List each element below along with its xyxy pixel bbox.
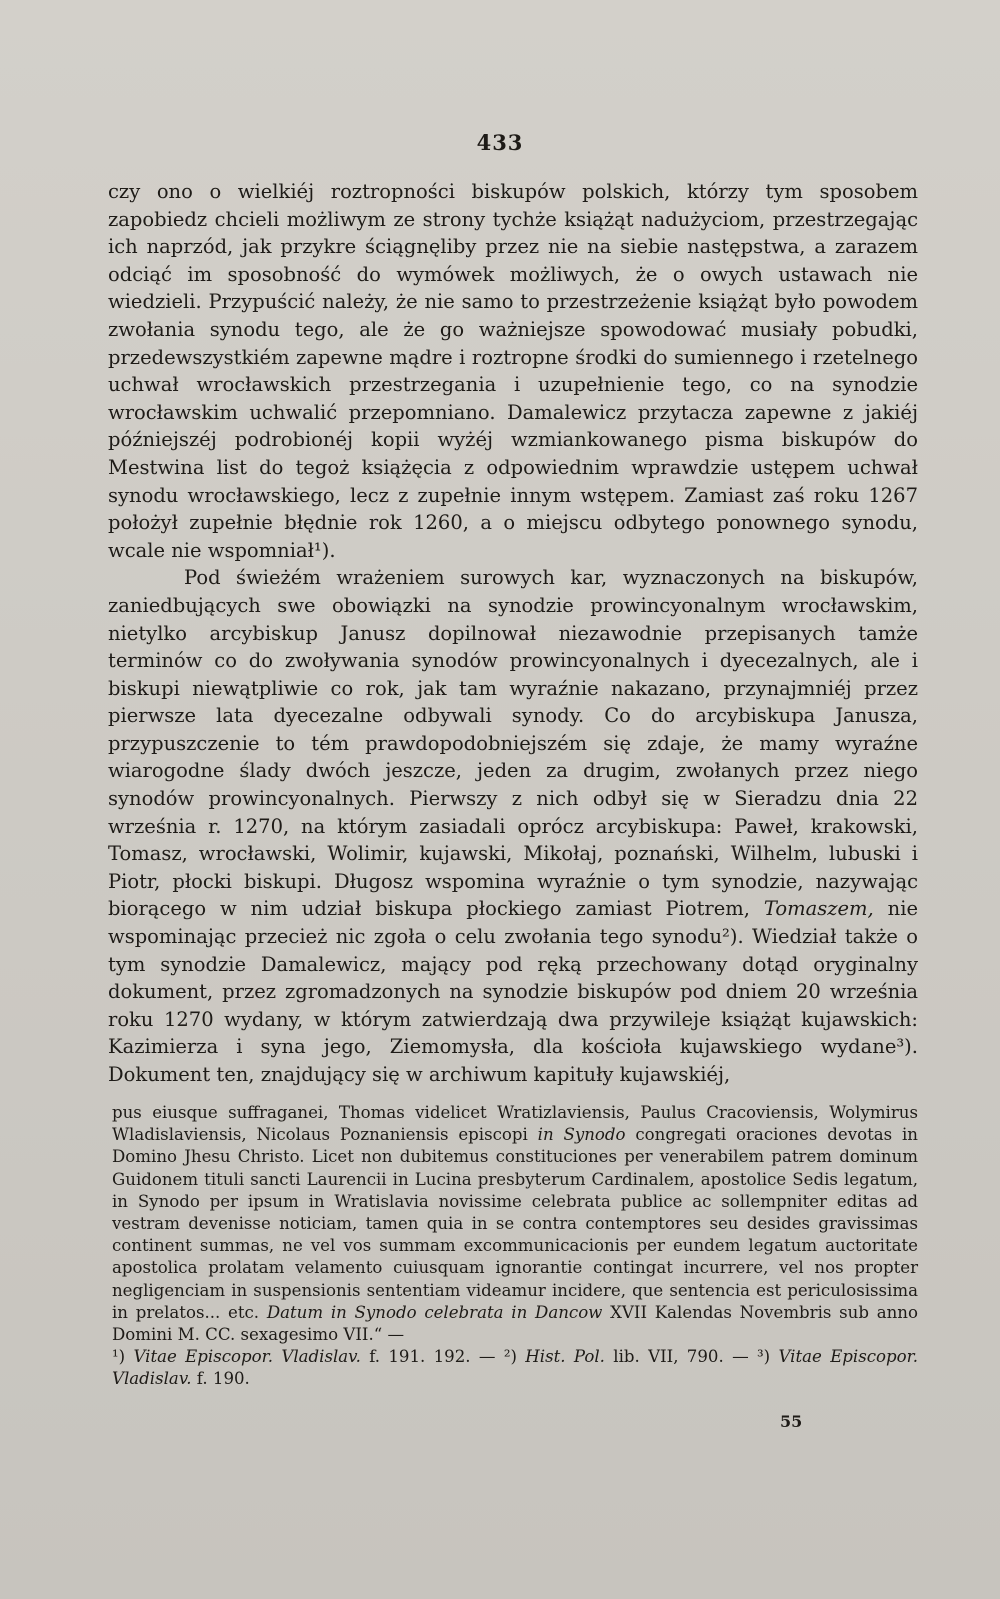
paragraph-2	[108, 564, 918, 1088]
footnote-quote-italic-1: in Synodo	[537, 1125, 626, 1145]
footnote-ref-3-title: Vitae Episcopor. Vladislav.	[112, 1347, 919, 1389]
footnote-ref-1-locator: f. 191. 192. —	[360, 1347, 504, 1367]
paragraph-1: czy ono o wielkiéj roztropności biskupów polskich, którzy tym sposobem zapobiedz chcieli możliwym ze strony tychże książąt nadużyciom, przestrzegając ich naprzód, jak przykre ściągnęliby przez nie na siebie następstwa, a zarazem odciąć im sposobność do wymówek możliwych, że o owych ustawach nie wiedzieli. Przypuścić należy, że nie samo to przestrzeżenie książąt było powodem zwołania synodu tego, ale że go ważniejsze spowodować musiały pobudki, przedewszystkiém zapewne mądre i roztropne środki do sumiennego i rzetelnego uchwał wrocławskich przestrzegania i uzupełnienie tego, co na synodzie wrocławskim uchwalić przepomniano. Damalewicz przytacza zapewne z jakiéj późniejszéj podrobionéj kopii wyżéj wzmiankowanego pisma biskupów do Mestwina list do tegoż książęcia z odpowiednim wprawdzie ustępem uchwał synodu wrocławskiego, lecz z zupełnie innym wstępem. Zamiast zaś roku 1267 położył zupełnie błędnie rok 1260, a o miejscu odbytego ponownego synodu, wcale nie wspomniał¹).	[108, 180, 918, 562]
footnote-ref-3-mark: ³)	[757, 1347, 779, 1367]
footnote-ref-1-title: Vitae Episcopor. Vladislav.	[133, 1347, 361, 1367]
footnote-ref-2-title: Hist. Pol.	[525, 1347, 605, 1367]
footnote-ref-3-locator: f. 190.	[191, 1369, 250, 1389]
footnote-quote	[112, 1102, 918, 1346]
paragraph-2-part-1: Pod świeżém wrażeniem surowych kar, wyznaczonych na biskupów, zaniedbujących swe obowiązki na synodzie prowincyonalnym wrocławskim, nietylko arcybiskup Janusz dopilnował niezawodnie przepisanych tamże terminów co do zwoływania synodów prowincyonalnych i dyecezalnych, ale i biskupi niewątpliwie co rok, jak tam wyraźnie nakazano, przynajmniéj przez pierwsze lata dyecezalne odbywali synody. Co do arcybiskupa Janusza, przypuszczenie to tém prawdopodobniejszém się zdaje, że mamy wyraźne wiarogodne ślady dwóch jeszcze, jeden za drugim, zwołanych przez niego synodów prowincyonalnych. Pierwszy z nich odbył się w Sieradzu dnia 22 września r. 1270, na którym zasiadali oprócz arcybiskupa: Paweł, krakowski, Tomasz, wrocławski, Wolimir, kujawski, Mikołaj, poznański, Wilhelm, lubuski i Piotr, płocki biskupi. Długosz wspomina wyraźnie o tym synodzie, nazywając biorącego w nim udział biskupa płockiego zamiast Piotrem,	[108, 566, 918, 921]
footnote-quote-part-1: pus eiusque suffraganei, Thomas videlicet Wratizlaviensis, Paulus Cracoviensis, Wolymirus Wladislaviensis, Nicolaus Poznaniensis episcopi	[112, 1103, 918, 1145]
footnote-quote-part-3: XVII Kalendas Novembris sub anno Domini M. CC. sexagesimo VII.“ —	[112, 1302, 918, 1345]
footnote-ref-1-mark: ¹)	[112, 1347, 134, 1367]
page-number: 433	[476, 130, 524, 155]
signature-mark: 55	[780, 1412, 803, 1431]
footnote-references	[112, 1346, 918, 1390]
footnote-quote-italic-2: Datum in Synodo celebrata in Dancow	[266, 1302, 603, 1322]
paragraph-2-italic-name: Tomaszem,	[763, 897, 874, 921]
footnote-ref-2-locator: lib. VII, 790. —	[604, 1347, 758, 1367]
main-text	[108, 178, 918, 1089]
footnote-quote-part-2: congregati oraciones devotas in Domino Jhesu Christo. Licet non dubitemus constituciones per venerabilem patrem dominum Guidonem tituli sancti Laurencii in Lucina presbyterum Cardinalem, apostolice Sedis legatum, in Synodo per ipsum in Wratislavia novissime celebrata publice ac sollempniter editas ad vestram devenisse noticiam, tamen quia in se contra contemptores seu desides gravissimas continent summas, ne vel vos summam excommunicacionis per eundem legatum auctoritate apostolica prolatam velamento cuiusquam ignorantie contingat incurrere, vel nos propter negligenciam in suspensionis sententiam videamur incidere, que sentencia est periculosissima in prelatos... etc.	[112, 1125, 918, 1322]
paragraph-2-part-2: nie wspominając przecież nic zgoła o celu zwołania tego synodu²). Wiedział także o tym synodzie Damalewicz, mający pod ręką przechowany dotąd oryginalny dokument, przez zgromadzonych na synodzie biskupów pod dniem 20 września roku 1270 wydany, w którym zatwierdzają dwa przywileje książąt kujawskich: Kazimierza i syna jego, Ziemomysła, dla kościoła kujawskiego wydane³). Dokument ten, znajdujący się w archiwum kapituły kujawskiéj,	[108, 897, 918, 1086]
footnotes	[112, 1102, 918, 1391]
footnote-ref-2-mark: ²)	[503, 1347, 526, 1367]
